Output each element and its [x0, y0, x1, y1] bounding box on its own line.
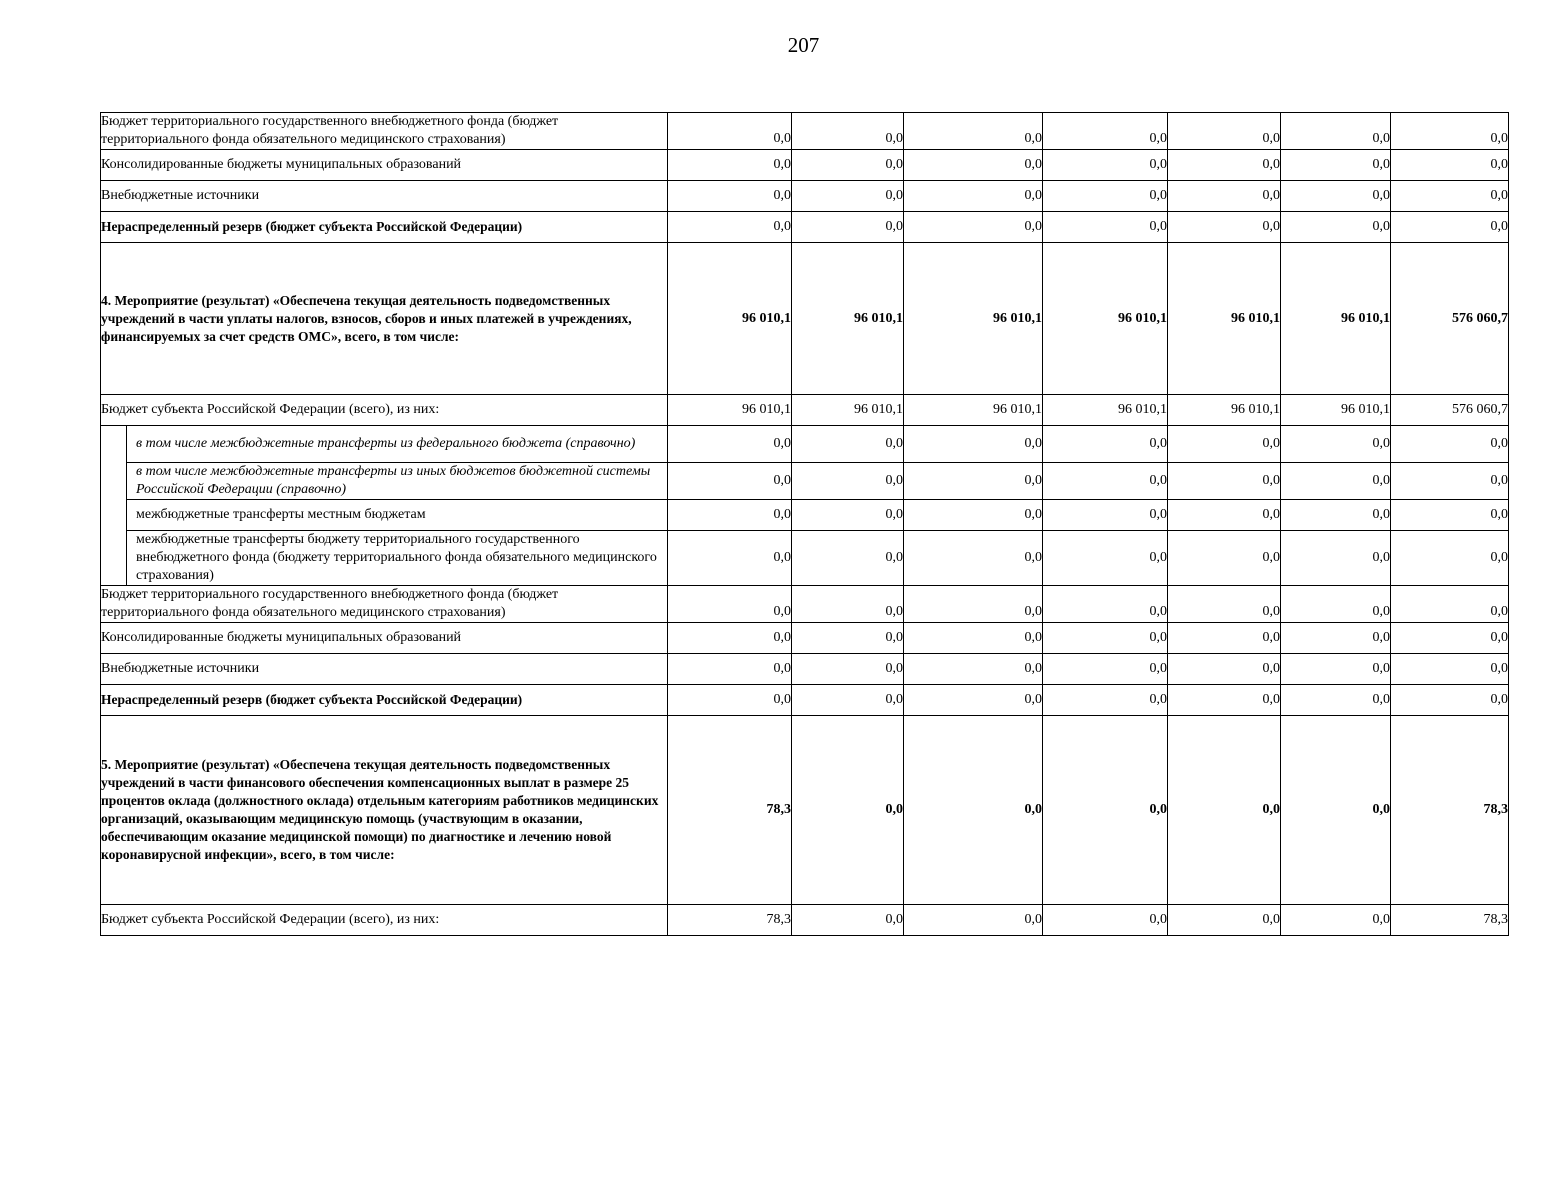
row-label: межбюджетные трансферты местным бюджетам [127, 500, 668, 531]
row-label: Консолидированные бюджеты муниципальных образований [101, 150, 668, 181]
value-cell: 0,0 [1168, 463, 1281, 500]
value-cell: 0,0 [1043, 150, 1168, 181]
value-cell: 0,0 [1281, 716, 1391, 905]
row-label: Внебюджетные источники [101, 181, 668, 212]
value-cell: 0,0 [792, 212, 904, 243]
value-cell: 0,0 [904, 654, 1043, 685]
value-cell: 96 010,1 [668, 243, 792, 395]
indent-cell [101, 426, 127, 586]
value-cell: 0,0 [904, 685, 1043, 716]
value-cell: 0,0 [904, 212, 1043, 243]
value-cell: 0,0 [904, 905, 1043, 936]
value-cell: 96 010,1 [792, 395, 904, 426]
value-cell: 0,0 [1168, 212, 1281, 243]
value-cell: 0,0 [1281, 531, 1391, 586]
value-cell: 0,0 [668, 586, 792, 623]
value-cell: 0,0 [1391, 685, 1509, 716]
value-cell: 0,0 [1391, 426, 1509, 463]
value-cell: 0,0 [792, 113, 904, 150]
table-row-sub [101, 463, 1509, 500]
row-label: в том числе межбюджетные трансферты из иных бюджетов бюджетной системы Российской Федерации (справочно) [127, 463, 668, 500]
value-cell: 0,0 [1281, 905, 1391, 936]
value-cell: 0,0 [1281, 685, 1391, 716]
table-row-sub [101, 500, 1509, 531]
value-cell: 0,0 [1391, 150, 1509, 181]
value-cell: 96 010,1 [1043, 395, 1168, 426]
table-row [101, 181, 1509, 212]
value-cell: 0,0 [1281, 500, 1391, 531]
row-label: Бюджет субъекта Российской Федерации (всего), из них: [101, 905, 668, 936]
value-cell: 0,0 [1168, 150, 1281, 181]
value-cell: 0,0 [1043, 623, 1168, 654]
row-label: 4. Мероприятие (результат) «Обеспечена текущая деятельность подведомственных учреждений в части уплаты налогов, взносов, сборов и иных платежей в учреждениях, финансируемых за счет средств ОМС», всего, в том числе: [101, 243, 668, 395]
value-cell: 0,0 [1043, 654, 1168, 685]
value-cell: 0,0 [1391, 463, 1509, 500]
value-cell: 0,0 [1391, 212, 1509, 243]
value-cell: 0,0 [1391, 623, 1509, 654]
value-cell: 0,0 [1168, 905, 1281, 936]
value-cell: 0,0 [792, 181, 904, 212]
table-row-measure-4 [101, 243, 1509, 395]
value-cell: 0,0 [1168, 181, 1281, 212]
value-cell: 96 010,1 [1168, 395, 1281, 426]
table-row [101, 586, 1509, 623]
value-cell: 0,0 [1281, 150, 1391, 181]
value-cell: 0,0 [1391, 586, 1509, 623]
value-cell: 0,0 [904, 463, 1043, 500]
value-cell: 0,0 [1281, 181, 1391, 212]
value-cell: 0,0 [668, 531, 792, 586]
value-cell: 0,0 [1043, 905, 1168, 936]
value-cell: 96 010,1 [792, 243, 904, 395]
value-cell: 0,0 [1043, 531, 1168, 586]
value-cell: 0,0 [668, 426, 792, 463]
row-label: Бюджет субъекта Российской Федерации (всего), из них: [101, 395, 668, 426]
value-cell: 0,0 [792, 531, 904, 586]
value-cell: 0,0 [1168, 500, 1281, 531]
value-cell: 0,0 [1281, 113, 1391, 150]
table-row [101, 654, 1509, 685]
value-cell: 0,0 [1168, 685, 1281, 716]
value-cell: 0,0 [1168, 113, 1281, 150]
value-cell: 0,0 [904, 426, 1043, 463]
value-cell: 0,0 [668, 150, 792, 181]
row-label: Внебюджетные источники [101, 654, 668, 685]
value-cell: 0,0 [1281, 426, 1391, 463]
value-cell: 0,0 [1043, 500, 1168, 531]
table-row [101, 395, 1509, 426]
value-cell: 0,0 [904, 586, 1043, 623]
value-cell: 0,0 [904, 181, 1043, 212]
value-cell: 0,0 [1391, 654, 1509, 685]
value-cell: 78,3 [668, 905, 792, 936]
value-cell: 0,0 [668, 623, 792, 654]
value-cell: 0,0 [668, 463, 792, 500]
table-row [101, 905, 1509, 936]
value-cell: 0,0 [668, 500, 792, 531]
value-cell: 0,0 [792, 463, 904, 500]
row-label: межбюджетные трансферты бюджету территориального государственного внебюджетного фонда (бюджету территориального фонда обязательного медицинского страхования) [127, 531, 668, 586]
value-cell: 0,0 [792, 716, 904, 905]
row-label: Нераспределенный резерв (бюджет субъекта Российской Федерации) [101, 212, 668, 243]
value-cell: 0,0 [904, 716, 1043, 905]
value-cell: 96 010,1 [1043, 243, 1168, 395]
table-row-sub [101, 531, 1509, 586]
value-cell: 0,0 [792, 426, 904, 463]
budget-table [100, 112, 1509, 936]
value-cell: 0,0 [668, 181, 792, 212]
value-cell: 0,0 [1043, 685, 1168, 716]
value-cell: 0,0 [792, 500, 904, 531]
value-cell: 0,0 [792, 654, 904, 685]
value-cell: 96 010,1 [1168, 243, 1281, 395]
value-cell: 0,0 [1168, 586, 1281, 623]
row-label: Бюджет территориального государственного внебюджетного фонда (бюджет территориального фонда обязательного медицинского страхования) [101, 113, 668, 150]
table-row [101, 150, 1509, 181]
value-cell: 0,0 [1168, 623, 1281, 654]
page-number: 207 [787, 33, 820, 57]
value-cell: 0,0 [792, 685, 904, 716]
value-cell: 0,0 [904, 623, 1043, 654]
value-cell: 78,3 [1391, 716, 1509, 905]
table-row-measure-5 [101, 716, 1509, 905]
value-cell: 0,0 [668, 212, 792, 243]
value-cell: 0,0 [668, 113, 792, 150]
value-cell: 576 060,7 [1391, 395, 1509, 426]
value-cell: 0,0 [904, 500, 1043, 531]
value-cell: 0,0 [792, 150, 904, 181]
value-cell: 0,0 [1168, 716, 1281, 905]
value-cell: 0,0 [1168, 654, 1281, 685]
value-cell: 0,0 [1391, 113, 1509, 150]
value-cell: 0,0 [1043, 113, 1168, 150]
value-cell: 0,0 [1043, 426, 1168, 463]
value-cell: 0,0 [1168, 426, 1281, 463]
value-cell: 0,0 [904, 531, 1043, 586]
value-cell: 0,0 [792, 905, 904, 936]
value-cell: 0,0 [1281, 654, 1391, 685]
value-cell: 0,0 [668, 654, 792, 685]
value-cell: 0,0 [1043, 586, 1168, 623]
value-cell: 0,0 [1168, 531, 1281, 586]
row-label: в том числе межбюджетные трансферты из федерального бюджета (справочно) [127, 426, 668, 463]
value-cell: 96 010,1 [668, 395, 792, 426]
value-cell: 0,0 [1391, 500, 1509, 531]
value-cell: 78,3 [1391, 905, 1509, 936]
value-cell: 78,3 [668, 716, 792, 905]
value-cell: 0,0 [1281, 463, 1391, 500]
value-cell: 0,0 [1043, 463, 1168, 500]
value-cell: 96 010,1 [904, 395, 1043, 426]
table-row-sub [101, 426, 1509, 463]
value-cell: 0,0 [1043, 212, 1168, 243]
value-cell: 0,0 [1281, 212, 1391, 243]
table-row [101, 212, 1509, 243]
value-cell: 576 060,7 [1391, 243, 1509, 395]
value-cell: 0,0 [668, 685, 792, 716]
row-label: Нераспределенный резерв (бюджет субъекта Российской Федерации) [101, 685, 668, 716]
value-cell: 96 010,1 [1281, 243, 1391, 395]
value-cell: 0,0 [792, 623, 904, 654]
value-cell: 0,0 [1281, 623, 1391, 654]
table-row [101, 623, 1509, 654]
value-cell: 0,0 [1281, 586, 1391, 623]
value-cell: 96 010,1 [904, 243, 1043, 395]
value-cell: 0,0 [904, 113, 1043, 150]
value-cell: 0,0 [1043, 716, 1168, 905]
value-cell: 0,0 [1043, 181, 1168, 212]
value-cell: 0,0 [1391, 531, 1509, 586]
table-row [101, 685, 1509, 716]
row-label: 5. Мероприятие (результат) «Обеспечена текущая деятельность подведомственных учреждений в части финансового обеспечения компенсационных выплат в размере 25 процентов оклада (должностного оклада) отдельным категориям работников медицинских организаций, оказывающим медицинскую помощь (участвующим в оказании, обеспечивающим оказание медицинской помощи) по диагностике и лечению новой коронавирусной инфекции», всего, в том числе: [101, 716, 668, 905]
value-cell: 0,0 [1391, 181, 1509, 212]
row-label: Консолидированные бюджеты муниципальных образований [101, 623, 668, 654]
value-cell: 96 010,1 [1281, 395, 1391, 426]
table-row [101, 113, 1509, 150]
row-label: Бюджет территориального государственного внебюджетного фонда (бюджет территориального фонда обязательного медицинского страхования) [101, 586, 668, 623]
value-cell: 0,0 [904, 150, 1043, 181]
value-cell: 0,0 [792, 586, 904, 623]
